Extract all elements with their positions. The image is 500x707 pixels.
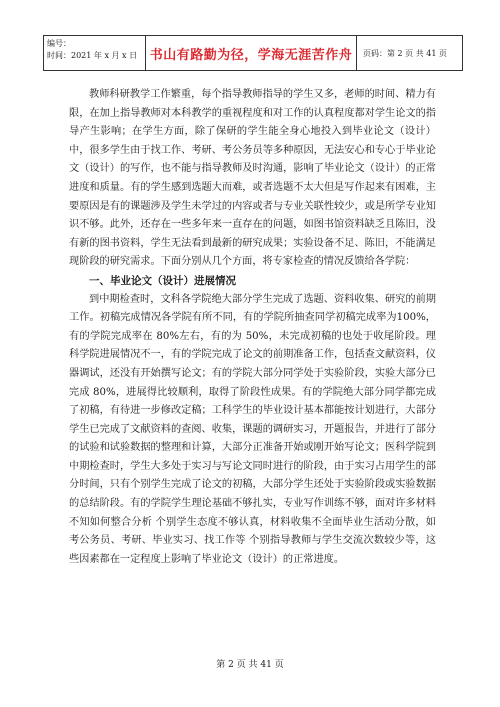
document-body (69, 86, 436, 569)
header-motto: 书山有路勤为径，学海无涯苦作舟 (146, 36, 357, 70)
page-header (43, 35, 463, 71)
number-label: 编号： (47, 39, 71, 48)
section-heading: 一、毕业论文（设计）进展情况 (89, 274, 236, 287)
header-info (44, 36, 146, 70)
time-label: 时间：2021 年 x 月 x 日 (47, 51, 138, 60)
header-page-info: 页码：第 2 页 共 41 页 (363, 48, 447, 58)
paragraph-intro: 教师科研教学工作繁重，每个指导教师指导的学生又多，老师的时间、精力有限，在加上指导教师对本科教学的重视程度和对工作的认真程度都对学生论文的指导产生影响；在学生方面，除了保研的学生能全身心地投入到毕业论文（设计）中，很多学生由于找工作、考研、考公务员等多种原因，无法安心和专心于毕业论文（设计）的写作，也不能与指导教师及时沟通，影响了毕业论文（设计）的正常进度和质量。有的学生感到选题大而难，或者选题不太大但是写作起来有困难，主要原因是有的课题涉及学生未学过的内容或者与专业关联性较少，或是所学专业知识不够。此外，还存在一些多年来一直存在的问题，如图书馆资料缺乏且陈旧，没有新的图书资料，学生无法看到最新的研究成果；实验设备不足、陈旧，不能满足现阶段的研究需求。下面分别从几个方面，将专家检查的情况反馈给各学院： (69, 89, 436, 268)
paragraph-progress: 到中期检查时，文科各学院绝大部分学生完成了选题、资料收集、研究的前期工作。初稿完成情况各学院有所不同，有的学院所抽查同学初稿完成率为100%，有的学院完成率在 80%左右，有的为 50%，未完成初稿的也处于收尾阶段。理科学院进展情况不一，有的学院完成了论文的前期准备工作，包括查文献资料，仪器调试，还没有开始撰写论文；有的学院大部分同学处于实验阶段，实验大部分已完成 80%，进展得比较顺利，取得了阶段性成果。有的学院绝大部分同学都完成了初稿，有待进一步修改定稿；工科学生的毕业设计基本都能按计划进行，大部分学生已完成了文献资料的查阅、收集，课题的调研实习，开题报告，并进行了部分的试验和试验数据的整理和计算，大部分正准备开始或刚开始写论文；医科学院到中期检查时，学生大多处于实习与写论文同时进行的阶段，由于实习占用学生的部分时间，只有个别学生完成了论文的初稿，大部分学生还处于实验阶段或实验数据的总结阶段。有的学院学生理论基础不够扎实，专业写作训练不够，面对许多材料不知如何整合分析 个别学生态度不够认真，材料收集不全面毕业生活动分散，如考公务员、考研、毕业实习、找工作等 个别指导教师与学生交流次数较少等，这些因素都在一定程度上影响了毕业论文（设计）的正常进度。 (69, 293, 436, 565)
page-footer: 第 2 页 共 41 页 (216, 660, 284, 670)
